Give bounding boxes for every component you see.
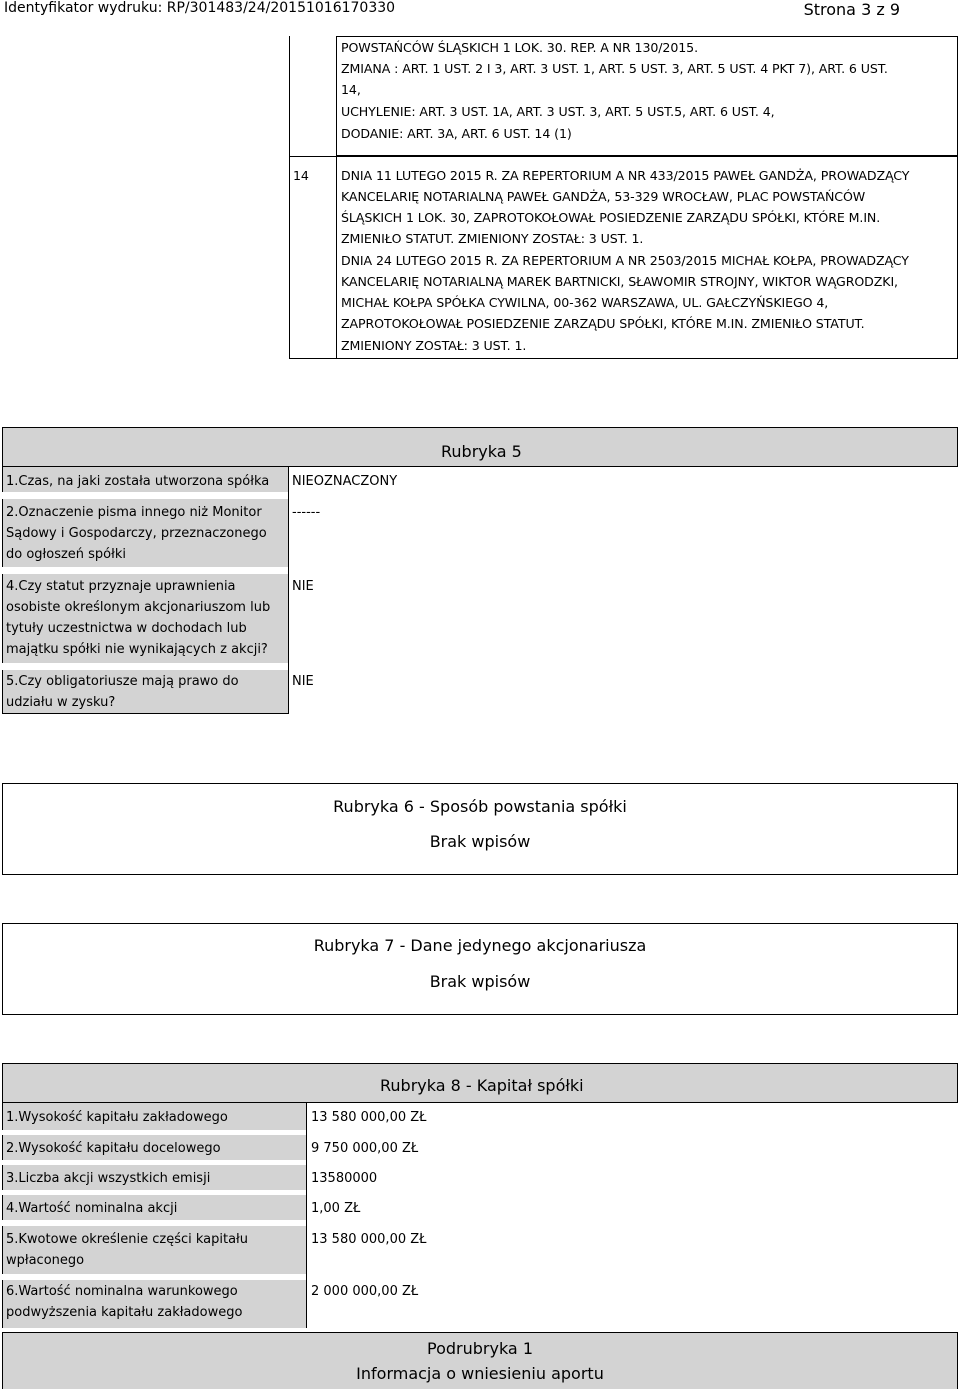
rubryka8-row-label: 4.Wartość nominalna akcji <box>6 1201 178 1216</box>
rubryka8-row-value: 9 750 000,00 ZŁ <box>311 1141 419 1156</box>
entry-14-divider <box>336 156 337 359</box>
rubryka8-row-value: 2 000 000,00 ZŁ <box>311 1284 419 1299</box>
rubryka5-row-value: NIEOZNACZONY <box>292 474 398 489</box>
rubryka5-row-label: 5.Czy obligatoriusze mają prawo do udziału w zysku? <box>6 674 239 710</box>
entry-14-line: DNIA 11 LUTEGO 2015 R. ZA REPERTORIUM A NR 433/2015 PAWEŁ GANDŻA, PROWADZĄCY <box>341 168 910 183</box>
rubryka5-row-value: NIE <box>292 674 314 689</box>
entry-13-line: 14, <box>341 82 361 97</box>
podrubryka1-subtitle: Informacja o wniesieniu aportu <box>356 1364 604 1383</box>
entry-13-line: UCHYLENIE: ART. 3 UST. 1A, ART. 3 UST. 3, ART. 5 UST.5, ART. 6 UST. 4, <box>341 104 775 119</box>
rubryka8-row-label: 5.Kwotowe określenie części kapitału wpłaconego <box>6 1232 248 1268</box>
entry-13-number-cell <box>289 36 337 156</box>
rubryka8-column-divider <box>306 1103 307 1328</box>
entry-14-line: MICHAŁ KOŁPA SPÓŁKA CYWILNA, 00-362 WARSZAWA, UL. GAŁCZYŃSKIEGO 4, <box>341 295 829 310</box>
rubryka5-row-value: NIE <box>292 579 314 594</box>
rubryka5-title: Rubryka 5 <box>441 442 522 461</box>
entry-13-line: ZMIANA : ART. 1 UST. 2 I 3, ART. 3 UST. 1, ART. 5 UST. 3, ART. 5 UST. 4 PKT 7), ART. 6 UST. <box>341 61 888 76</box>
rubryka8-row-value: 13 580 000,00 ZŁ <box>311 1110 427 1125</box>
rubryka5-value-cell <box>288 467 289 714</box>
entry-14-number: 14 <box>293 168 309 183</box>
rubryka8-row-value: 1,00 ZŁ <box>311 1201 361 1216</box>
entry-14-line: ZMIENIŁO STATUT. ZMIENIONY ZOSTAŁ: 3 UST. 1. <box>341 231 644 246</box>
print-identifier: Identyfikator wydruku: RP/301483/24/20151016170330 <box>4 0 396 16</box>
rubryka5-row-value: ------ <box>292 505 321 520</box>
entry-14-line: DNIA 24 LUTEGO 2015 R. ZA REPERTORIUM A NR 2503/2015 MICHAŁ KOŁPA, PROWADZĄCY <box>341 253 909 268</box>
entry-14-line: KANCELARIĘ NOTARIALNĄ PAWEŁ GANDŻA, 53-329 WROCŁAW, PLAC POWSTAŃCÓW <box>341 189 866 204</box>
entry-14-line: ZAPROTOKOŁOWAŁ POSIEDZENIE ZARZĄDU SPÓŁKI, KTÓRE M.IN. ZMIENIŁO STATUT. <box>341 316 865 331</box>
rubryka8-row-value: 13580000 <box>311 1171 378 1186</box>
rubryka6-title: Rubryka 6 - Sposób powstania spółki <box>333 797 627 816</box>
rubryka7-title: Rubryka 7 - Dane jedynego akcjonariusza <box>313 936 647 955</box>
rubryka8-title: Rubryka 8 - Kapitał spółki <box>380 1076 584 1095</box>
rubryka5-row-label: 1.Czas, na jaki została utworzona spółka <box>6 474 270 489</box>
entry-13-line: POWSTAŃCÓW ŚLĄSKICH 1 LOK. 30. REP. A NR 130/2015. <box>341 40 698 55</box>
rubryka7-empty: Brak wpisów <box>429 972 531 991</box>
entry-13-line: DODANIE: ART. 3A, ART. 6 UST. 14 (1) <box>341 126 572 141</box>
page-number: Strona 3 z 9 <box>803 0 900 19</box>
rubryka5-row-label: 4.Czy statut przyznaje uprawnienia osobiste określonym akcjonariuszom lub tytuły uczestnictwa w dochodach lub majątku spółki nie wynikających z akcji? <box>6 579 271 657</box>
podrubryka1-title: Podrubryka 1 <box>427 1339 533 1358</box>
rubryka8-row-label: 1.Wysokość kapitału zakładowego <box>6 1110 228 1125</box>
rubryka8-row-value: 13 580 000,00 ZŁ <box>311 1232 427 1247</box>
entry-14-line: ZMIENIONY ZOSTAŁ: 3 UST. 1. <box>341 338 527 353</box>
rubryka6-empty: Brak wpisów <box>429 832 531 851</box>
entry-14-line: ŚLĄSKICH 1 LOK. 30, ZAPROTOKOŁOWAŁ POSIEDZENIE ZARZĄDU SPÓŁKI, KTÓRE M.IN. <box>341 210 881 225</box>
rubryka8-row-label: 2.Wysokość kapitału docelowego <box>6 1141 221 1156</box>
rubryka5-row-label: 2.Oznaczenie pisma innego niż Monitor Sądowy i Gospodarczy, przeznaczonego do ogłoszeń spółki <box>6 505 267 562</box>
rubryka8-row-label: 3.Liczba akcji wszystkich emisji <box>6 1171 211 1186</box>
rubryka8-row-label: 6.Wartość nominalna warunkowego podwyższenia kapitału zakładowego <box>6 1284 243 1320</box>
entry-14-line: KANCELARIĘ NOTARIALNĄ MAREK BARTNICKI, SŁAWOMIR STROJNY, WIKTOR WĄGRODZKI, <box>341 274 898 289</box>
